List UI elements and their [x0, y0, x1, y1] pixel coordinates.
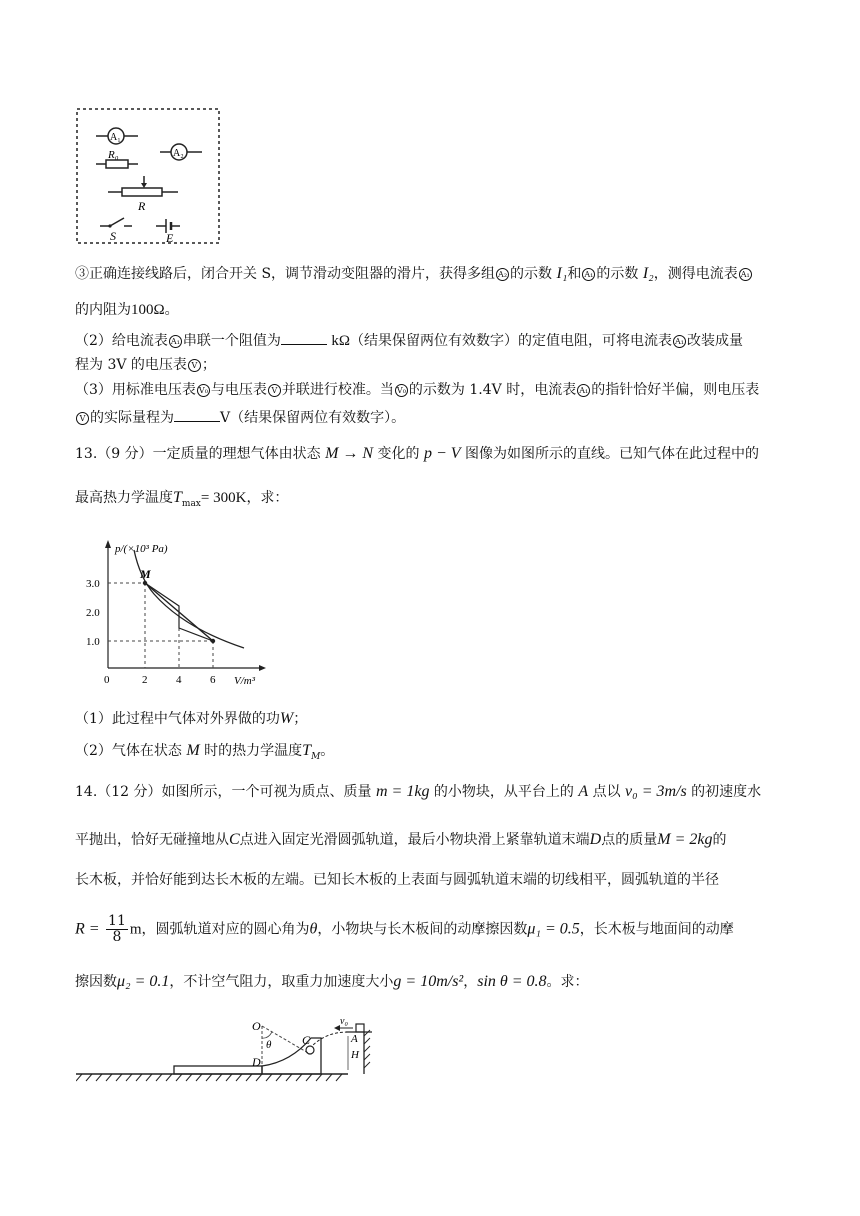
q14-line4: R = $\frac{11}{8}$ m，圆弧轨道对应的圆心角为θ，小物块与长木板间的动摩擦因数μ₁ = 0.5，长木板与地面间的动摩: [75, 913, 734, 945]
answer-blank: [174, 407, 220, 422]
x-tick: 6: [210, 674, 216, 686]
q14-line5: 擦因数μ₂ = 0.1，不计空气阻力，取重力加速度大小g = 10m/s²，sin θ = 0.8。求：: [75, 973, 589, 990]
y-axis-label: p/(×10³ Pa): [115, 543, 168, 555]
label-theta: θ: [266, 1039, 272, 1051]
x-axis-label: V/m³: [234, 675, 256, 687]
ammeter-a1-icon: A₁: [739, 268, 752, 281]
x-tick: 2: [142, 674, 148, 686]
circuit-components-figure: [74, 106, 224, 248]
mechanics-figure: [76, 1014, 376, 1114]
q12-part2-line1: （2）给电流表 A₁ 串联一个阻值为 kΩ（结果保留两位有效数字）的定值电阻，可将电流表 A₁ 改装成量: [75, 330, 743, 351]
svg-text:A₁: A₁: [110, 132, 121, 143]
voltmeter-v-icon: V: [268, 384, 281, 397]
q12-step3-line: ③正确连接线路后，闭合开关 S，调节滑动变阻器的滑片，获得多组 A₂ 的示数 I₁和 A₁ 的示数 I₂，测得电流表 A₁: [75, 264, 753, 284]
ammeter-a2-icon: A₂: [496, 268, 509, 281]
rheostat-r-symbol: [108, 176, 178, 213]
q13-sub2: （2）气体在状态 M 时的热力学温度$T_M$。: [75, 742, 335, 762]
q14-line1: 14.（12 分）如图所示，一个可视为质点、质量 m = 1kg 的小物块，从平台上的 A 点以 v₀ = 3m/s 的初速度水: [75, 783, 762, 800]
q13-line2: 最高热力学温度$T_{max}= 300K$，求：: [75, 489, 289, 509]
ammeter-a1-icon: A₁: [673, 335, 686, 348]
svg-text:R: R: [138, 199, 146, 213]
q12-part3-line2: V 的实际量程为 V（结果保留两位有效数字）。: [75, 407, 405, 428]
label-h: H: [351, 1049, 359, 1061]
label-o: O: [252, 1019, 261, 1033]
x-tick: 4: [176, 674, 182, 686]
ammeter-a1-icon: A₁: [169, 335, 182, 348]
battery-e-symbol: [156, 219, 180, 245]
label-v0: v₀: [340, 1016, 348, 1027]
voltmeter-v-icon: V: [76, 412, 89, 425]
label-c: C: [302, 1033, 311, 1047]
pv-graph: [84, 536, 274, 688]
point-m-label: M: [140, 567, 151, 581]
voltmeter-v0-icon: V₀: [395, 384, 408, 397]
q12-part3-line1: （3）用标准电压表 V₀ 与电压表 V 并联进行校准。当 V₀ 的示数为 1.4V 时，电流表 A₁ 的指针恰好半偏，则电压表: [75, 382, 760, 398]
answer-blank: [281, 330, 327, 345]
resistor-r0-symbol: [96, 149, 138, 168]
q12-part2-line2: 程为 3V 的电压表 V ；: [75, 357, 216, 373]
svg-text:A₂: A₂: [173, 148, 184, 159]
ammeter-a1-icon: A₁: [577, 384, 590, 397]
q14-line3: 长木板，并恰好能到达长木板的左端。已知长木板的上表面与圆弧轨道末端的切线相平，圆弧轨道的半径: [75, 872, 719, 888]
y-tick: 3.0: [86, 578, 100, 590]
svg-text:E: E: [166, 231, 174, 245]
label-d: D: [252, 1055, 261, 1069]
q12-step3-line2: 的内阻为100Ω。: [75, 302, 179, 318]
svg-text:S: S: [110, 229, 116, 243]
q13-sub1: （1）此过程中气体对外界做的功W；: [75, 710, 308, 727]
label-a: A: [351, 1033, 358, 1045]
voltmeter-v-icon: V: [188, 359, 201, 372]
x-tick: 0: [104, 674, 110, 686]
q14-line2: 平抛出，恰好无碰撞地从C点进入固定光滑圆弧轨道，最后小物块滑上紧靠轨道末端D点的质量M = 2kg的: [75, 831, 727, 848]
y-tick: 2.0: [86, 607, 100, 619]
q13-line1: 13.（9 分）一定质量的理想气体由状态 M → N 变化的 p − V 图像为如图所示的直线。已知气体在此过程中的: [75, 445, 760, 462]
svg-text:R₀: R₀: [108, 149, 119, 161]
fraction: $\frac{11}{8}$: [108, 913, 126, 945]
ammeter-a2-symbol: [160, 144, 202, 160]
ammeter-a1-symbol: [96, 128, 138, 144]
switch-s-symbol: [100, 218, 132, 243]
y-tick: 1.0: [86, 636, 100, 648]
voltmeter-v0-icon: V₀: [197, 384, 210, 397]
ammeter-a1-icon: A₁: [582, 268, 595, 281]
